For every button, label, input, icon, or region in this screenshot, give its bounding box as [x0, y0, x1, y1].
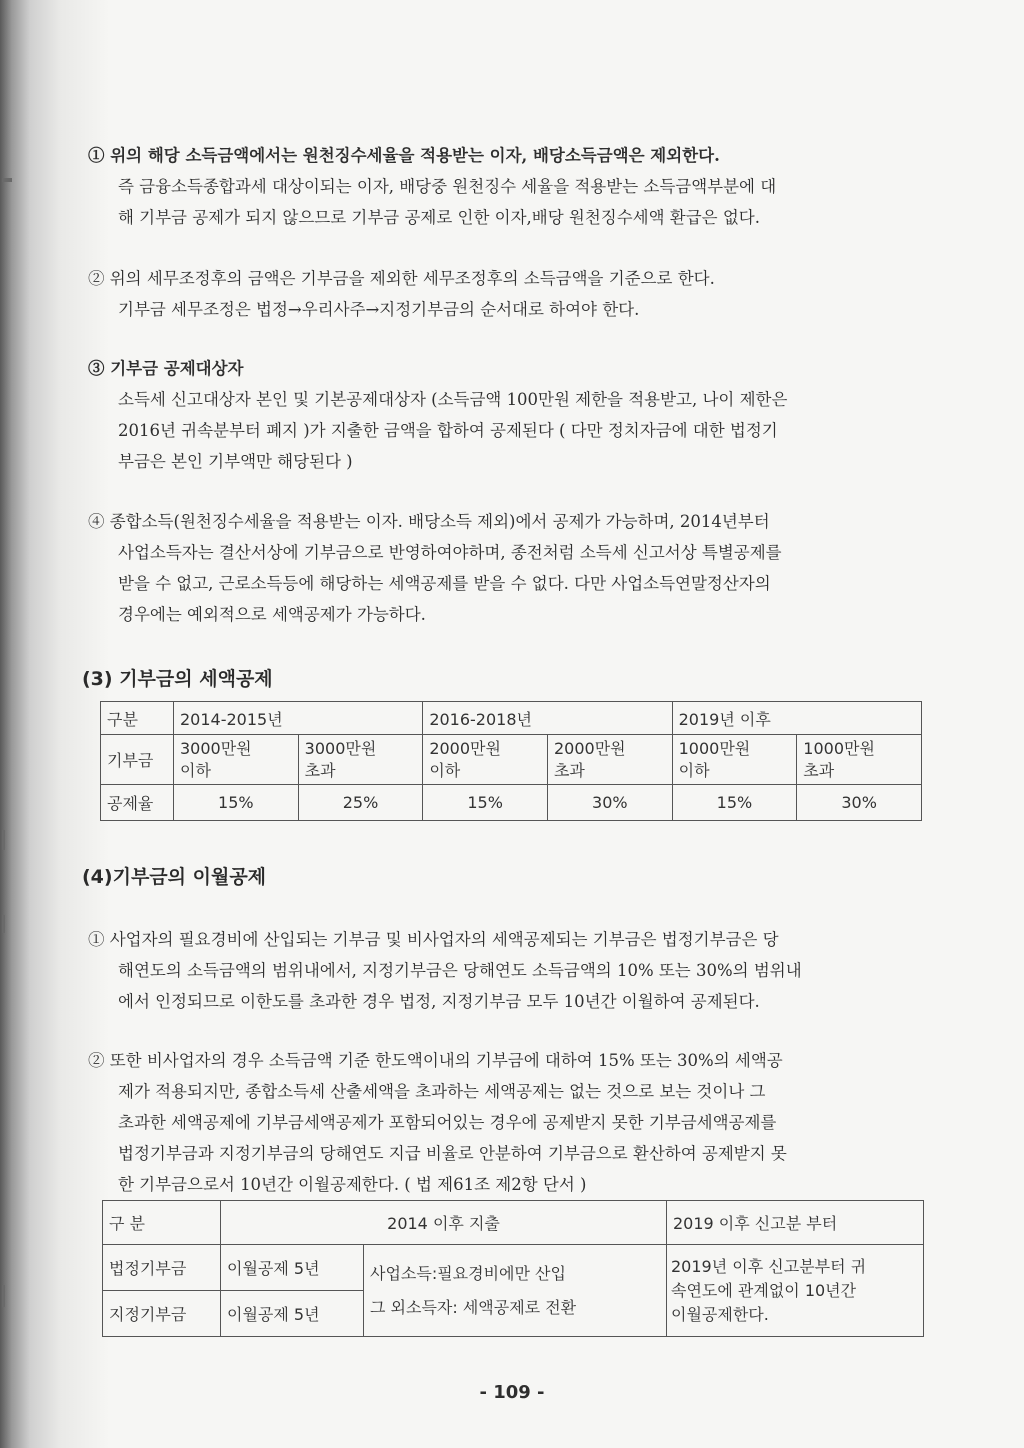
cell-range: 초과 — [304, 760, 336, 780]
table-cell: 이월공제 5년 — [221, 1245, 364, 1291]
rate-cell: 15% — [174, 785, 299, 821]
item-1-line: 즉 금융소득종합과세 대상이되는 이자, 배당중 원천징수 세율을 적용받는 소득금액부분에 대 — [118, 177, 777, 196]
para-line: ② 또한 비사업자의 경우 소득금액 기준 한도액이내의 기부금에 대하여 15% 또는 30%의 세액공 — [88, 1051, 783, 1070]
table-cell — [423, 735, 548, 785]
carryover-table — [102, 1200, 924, 1337]
table-cell-merged — [667, 1245, 924, 1337]
row-label-donation: 기부금 — [101, 735, 174, 785]
table-cell — [672, 735, 797, 785]
table-cell — [174, 735, 299, 785]
mid-line: 그 외소득자: 세액공제로 전환 — [370, 1297, 577, 1317]
edge-mark — [2, 1285, 5, 1307]
table-cell-merged — [364, 1245, 667, 1337]
row-label-statutory: 법정기부금 — [103, 1245, 221, 1291]
para-line: 한 기부금으로서 10년간 이월공제한다. ( 법 제61조 제2항 단서 ) — [118, 1175, 587, 1194]
cell-range: 이하 — [678, 760, 710, 780]
item-2-line: 기부금 세무조정은 법정→우리사주→지정기부금의 순서대로 하여야 한다. — [118, 300, 640, 319]
table-cell: 이월공제 5년 — [221, 1291, 364, 1337]
section-4-heading: (4)기부금의 이월공제 — [82, 866, 267, 888]
table-header-period-2: 2016-2018년 — [423, 702, 672, 735]
tax-credit-table — [100, 701, 922, 821]
item-1-line: 해 기부금 공제가 되지 않으므로 기부금 공제로 인한 이자,배당 원천징수세액 환급은 없다. — [118, 208, 760, 227]
para-line: ① 사업자의 필요경비에 산입되는 기부금 및 비사업자의 세액공제되는 기부금은 법정기부금은 당 — [88, 930, 779, 949]
table-cell — [547, 735, 672, 785]
row-label-rate: 공제율 — [101, 785, 174, 821]
page-number: - 109 - — [479, 1382, 545, 1403]
item-4-line: 사업소득자는 결산서상에 기부금으로 반영하여야하며, 종전처럼 소득세 신고서상 특별공제를 — [118, 543, 782, 562]
right-line: 이월공제한다. — [671, 1304, 769, 1324]
item-4-line: ④ 종합소득(원천징수세율을 적용받는 이자. 배당소득 제외)에서 공제가 가능하며, 2014년부터 — [88, 512, 770, 531]
mid-line: 사업소득:필요경비에만 산입 — [370, 1263, 566, 1283]
item-4-line: 경우에는 예외적으로 세액공제가 가능하다. — [118, 605, 426, 624]
cell-amount: 3000만원 — [180, 738, 252, 758]
para-line: 법정기부금과 지정기부금의 당해연도 지급 비율로 안분하여 기부금으로 환산하여 공제받지 못 — [118, 1144, 787, 1163]
cell-range: 초과 — [553, 760, 585, 780]
table-header-period-3: 2019년 이후 — [672, 702, 921, 735]
edge-mark — [2, 830, 5, 850]
rate-cell: 30% — [547, 785, 672, 821]
section-3-heading: (3) 기부금의 세액공제 — [82, 668, 273, 690]
rate-cell: 30% — [797, 785, 922, 821]
row-label-designated: 지정기부금 — [103, 1291, 221, 1337]
table-header-2014: 2014 이후 지출 — [221, 1201, 667, 1245]
table-header-2019: 2019 이후 신고분 부터 — [667, 1201, 924, 1245]
rate-cell: 15% — [672, 785, 797, 821]
binding-shadow — [0, 0, 110, 1448]
cell-range: 이하 — [429, 760, 461, 780]
cell-amount: 3000만원 — [304, 738, 377, 758]
table-cell — [298, 735, 423, 785]
cell-range: 초과 — [803, 760, 835, 780]
right-line: 2019년 이후 신고분부터 귀 — [671, 1256, 867, 1276]
table-header-gubun: 구 분 — [103, 1201, 221, 1245]
table-header-gubun: 구분 — [101, 702, 174, 735]
table-cell — [797, 735, 922, 785]
cell-range: 이하 — [180, 760, 211, 780]
cell-amount: 1000만원 — [803, 738, 875, 758]
para-line: 해연도의 소득금액의 범위내에서, 지정기부금은 당해연도 소득금액의 10% 또는 30%의 범위내 — [118, 961, 802, 980]
para-line: 에서 인정되므로 이한도를 초과한 경우 법정, 지정기부금 모두 10년간 이월하여 공제된다. — [118, 992, 760, 1011]
para-line: 초과한 세액공제에 기부금세액공제가 포함되어있는 경우에 공제받지 못한 기부금세액공제를 — [118, 1113, 777, 1132]
item-2-line: ② 위의 세무조정후의 금액은 기부금을 제외한 세무조정후의 소득금액을 기준으로 한다. — [88, 269, 715, 288]
cell-amount: 1000만원 — [678, 738, 751, 758]
rate-cell: 15% — [423, 785, 548, 821]
item-3-title: ③ 기부금 공제대상자 — [88, 359, 244, 378]
cell-amount: 2000만원 — [553, 738, 626, 758]
item-1-title: ① 위의 해당 소득금액에서는 원천징수세율을 적용받는 이자, 배당소득금액은 제외한다. — [88, 146, 720, 165]
rate-cell: 25% — [298, 785, 423, 821]
item-3-line: 2016년 귀속분부터 폐지 )가 지출한 금액을 합하여 공제된다 ( 다만 정치자금에 대한 법정기 — [118, 421, 778, 440]
item-3-line: 소득세 신고대상자 본인 및 기본공제대상자 (소득금액 100만원 제한을 적용받고, 나이 제한은 — [118, 390, 788, 409]
edge-mark — [2, 915, 5, 933]
edge-mark — [2, 178, 12, 182]
item-3-line: 부금은 본인 기부액만 해당된다 ) — [118, 452, 353, 471]
right-line: 속연도에 관계없이 10년간 — [671, 1280, 857, 1300]
item-4-line: 받을 수 없고, 근로소득등에 해당하는 세액공제를 받을 수 없다. 다만 사업소득연말정산자의 — [118, 574, 771, 593]
table-header-period-1: 2014-2015년 — [174, 702, 423, 735]
para-line: 제가 적용되지만, 종합소득세 산출세액을 초과하는 세액공제는 없는 것으로 보는 것이나 그 — [118, 1082, 766, 1101]
cell-amount: 2000만원 — [429, 738, 501, 758]
